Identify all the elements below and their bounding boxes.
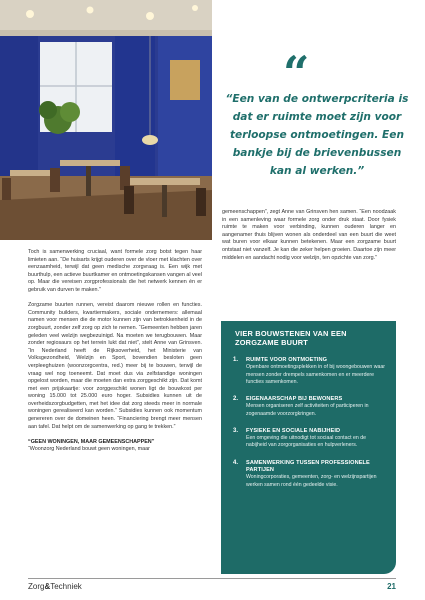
list-item <box>231 428 386 450</box>
item-text: Woningcorporaties, gemeenten, zorg- en welzijnspartijen werken samen rond één gedeelde visie. <box>246 474 377 488</box>
footer-divider <box>28 578 396 579</box>
box-title: VIER BOUWSTENEN VAN EEN ZORGZAME BUURT <box>235 329 347 347</box>
item-title: RUIMTE VOOR ONTMOETING <box>246 357 328 363</box>
paragraph: Zorgzame buurten runnen, vereist daarom nieuwe rollen en functies. Community builders, kwartiermakers, sociale ondernemers: allemaal namen voor mensen die de motor kunnen zijn van betrokkenheid in de zorgbuurt, zonder zelf zorg op zich te nemen. “Gemeenten hebben jaren geleden veel welzijn wegbezuinigd. Na moeten we terugbouwen. Maar zonder regiosaurs op het terrein lukt dat niet”, stelt Anne van Grinsven. “In Nederland heeft de Rijksoverheid, het Ministerie van Volksgezondheid, Welzijn en Sport, bovendien besloten geen verpleeghuizen (woonzorgcentra, red.) meer bij te bouwen, terwijl de vraag wel nog toeneemt. Dat moet dus via zelfstandige woningen opgelost worden, maar die moeten dan extra zorggeschikt zijn. Dat komt met een prijskaartje: voor zorggeschikt wonen ligt de bouwkost per woning 15.000 tot 25.000 euro hoger. Subsidies kunnen uit de overheidszorgbudgetten, met het idee dat zorg steeds meer in normale woningen gerealiseerd kan worden.” Subsidies kunnen ook momentum genereren over de domeinen heen. “Financiering brengt meer mensen aan tafel. Dat helpt om de samenwerking op gang te trekken.” <box>28 302 202 430</box>
item-number: 2. <box>233 396 239 403</box>
brand-part-1: Zorg <box>28 582 45 591</box>
item-title: FYSIEKE EN SOCIALE NABIJHEID <box>246 427 341 434</box>
restaurant-photo <box>0 0 212 240</box>
item-title: EIGENAARSCHAP BIJ BEWONERS <box>246 396 343 403</box>
brand-ampersand: & <box>44 582 51 591</box>
pull-quote: “Een van de ontwerpcriteria is dat er ruimte moet zijn voor terloopse ontmoetingen. Een bankje bij de brievenbussen kan al werken.” <box>225 93 409 177</box>
item-title: SAMENWERKING TUSSEN PROFESSIONELE PARTIJEN <box>246 459 370 474</box>
paragraph: Toch is samenwerking cruciaal, want formele zorg botst tegen haar limieten aan. “De huisarts krijgt ouderen over de vloer met klachten over eenzaamheid, terwijl dat geen medische zorgvraag is. Een wijk met buurthulp, een actieve buurtkamer en ontmoetingskansen vangen al veel op. Maar die vereisen zorgprofessionals die het netwerk kennen én er gebruik van durven te maken.” <box>28 249 202 293</box>
list-item <box>231 396 386 418</box>
brand-part-2: Techniek <box>50 582 82 591</box>
left-column-text <box>28 249 202 462</box>
item-number: 1. <box>233 357 239 363</box>
section-subheading: “GEEN WONINGEN, MAAR GEMEENSCHAPPEN” <box>28 438 155 445</box>
list-item <box>231 460 386 489</box>
paragraph: “Woonzorg Nederland bouwt geen woningen, maar <box>28 446 150 453</box>
right-column-text <box>222 209 396 270</box>
item-number: 3. <box>233 427 239 434</box>
list-item <box>231 357 386 386</box>
item-number: 4. <box>233 459 239 466</box>
item-text: Mensen organiseren zelf activiteiten of participeren in zogenaamde voorzorgkringen. <box>246 403 369 417</box>
quote-mark-icon: “ <box>283 46 308 100</box>
page-number: 21 <box>387 582 396 591</box>
info-box <box>221 321 396 574</box>
footer-brand <box>28 582 82 592</box>
item-text: Een omgeving die uitnodigt tot sociaal contact en de nabijheid van zorgorganisaties en hulpverleners. <box>246 435 366 449</box>
item-text: Openbare ontmoetingsplekken in of bij woongebouwen waar mensen zonder drempels samenkomen en er meerdere functies samenkomen. <box>246 364 386 385</box>
paragraph: gemeenschappen”, zegt Anne van Grinsven hen samen. “Een noodzaak in een samenleving waar formele zorg onder druk staat. Door fysiek ruimte te maken voor verbinding, kunnen ouderen langer en aangenamer thuis blijven wonen als onderdeel van een buurt die weet wat buren voor elkaar kunnen betekenen. Maar een zorgzame buurt ontstaat niet vanzelf. Je kan die zeker helpen groeien. Daartoe zijn meer middelen en aandacht nodig voor welzijn, ten opzichte van zorg.” <box>222 209 396 261</box>
